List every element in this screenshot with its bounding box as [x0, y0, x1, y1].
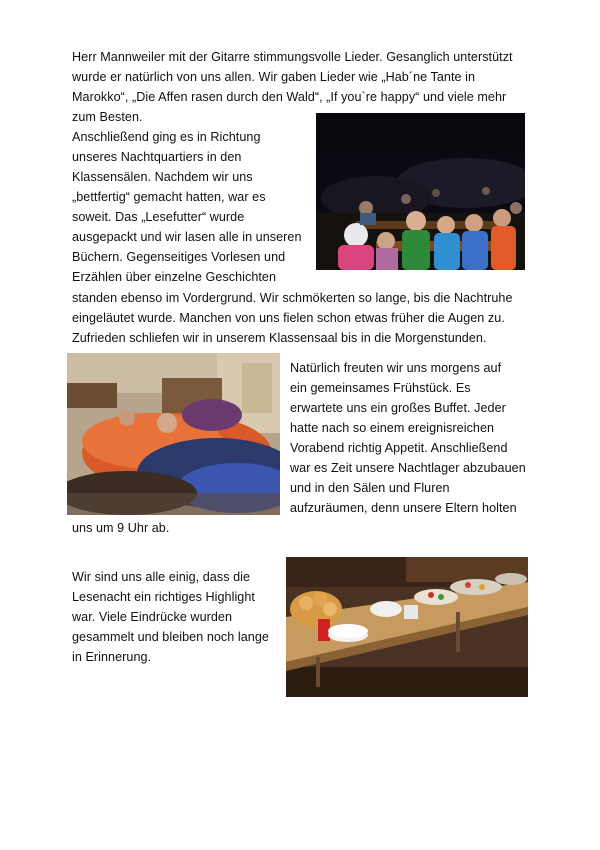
morning-line-6: war es Zeit unsere Nachtlager abzubauen	[290, 461, 526, 475]
night-line-3: Klassensälen. Nachdem wir uns	[72, 170, 253, 184]
intro-line-2: wurde er natürlich von uns allen. Wir gaben Lieder wie „Hab´ne Tante in	[72, 70, 476, 84]
night-line-11: Zufrieden schliefen wir in unserem Klassensaal bis in die Morgenstunden.	[72, 331, 487, 345]
night-line-8: Erzählen über einzelne Geschichten	[72, 270, 277, 284]
night-line-9: standen ebenso im Vordergrund. Wir schmökerten so lange, bis die Nachtruhe	[72, 291, 513, 305]
closing-line-4: gesammelt und bleiben noch lange	[72, 630, 269, 644]
photo-sleeping-bags	[67, 353, 280, 515]
closing-line-5: in Erinnerung.	[72, 650, 152, 664]
morning-line-2: ein gemeinsames Frühstück. Es	[290, 381, 471, 395]
intro-line-3: Marokko“, „Die Affen rasen durch den Wald“, „If you`re happy“ und viele mehr	[72, 90, 507, 104]
morning-line-4: hatte nach so einem ereignisreichen	[290, 421, 495, 435]
morning-line-1: Natürlich freuten wir uns morgens auf	[290, 361, 502, 375]
intro-line-4: zum Besten.	[72, 110, 143, 124]
morning-line-5: Vorabend richtig Appetit. Anschließend	[290, 441, 508, 455]
closing-line-3: war. Viele Eindrücke wurden	[72, 610, 233, 624]
night-line-2: unseres Nachtquartiers in den	[72, 150, 242, 164]
morning-line-7: und in den Sälen und Fluren	[290, 481, 450, 495]
morning-line-3: erwartete uns ein großes Buffet. Jeder	[290, 401, 506, 415]
intro-line-1: Herr Mannweiler mit der Gitarre stimmungsvolle Lieder. Gesanglich unterstützt	[72, 50, 513, 64]
photo-breakfast-buffet	[286, 557, 528, 697]
night-line-1: Anschließend ging es in Richtung	[72, 130, 261, 144]
night-line-5: soweit. Das „Lesefutter“ wurde	[72, 210, 245, 224]
morning-line-8: aufzuräumen, denn unsere Eltern holten	[290, 501, 517, 515]
night-line-4: „bettfertig“ gemacht hatten, war es	[72, 190, 266, 204]
morning-line-9: uns um 9 Uhr ab.	[72, 521, 170, 535]
photo-singing-hall	[316, 113, 525, 270]
night-line-6: ausgepackt und wir lasen alle in unseren	[72, 230, 302, 244]
closing-line-1: Wir sind uns alle einig, dass die	[72, 570, 251, 584]
closing-line-2: Lesenacht ein richtiges Highlight	[72, 590, 255, 604]
night-line-7: Büchern. Gegenseitiges Vorlesen und	[72, 250, 286, 264]
night-line-10: eingeläutet wurde. Manchen von uns fielen schon etwas früher die Augen zu.	[72, 311, 505, 325]
